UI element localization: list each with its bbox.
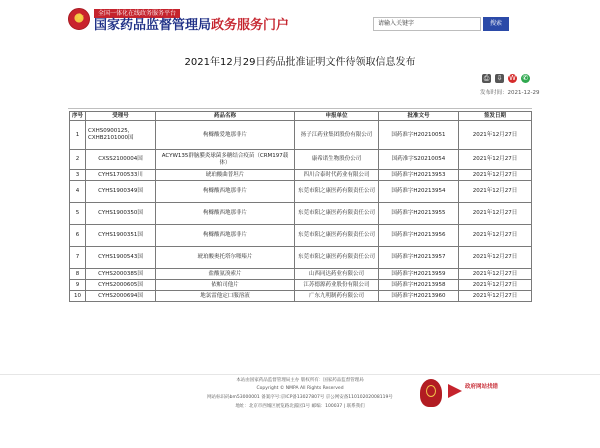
cell-applicant: 康希诺生物股份公司 — [295, 150, 379, 170]
cell-acceptance-no: CYHS2000605国 — [86, 280, 156, 291]
site-header — [0, 0, 600, 38]
cell-index: 10 — [70, 291, 86, 302]
cell-drug-name: 枸橼酸西地那非片 — [156, 203, 295, 225]
publish-date: 发布时间：2021-12-29 — [480, 90, 540, 96]
cell-index: 7 — [70, 247, 86, 269]
cell-applicant: 山西同达药业有限公司 — [295, 269, 379, 280]
cell-applicant: 东莞市阳之康医药有限责任公司 — [295, 181, 379, 203]
cell-issue-date: 2021年12月27日 — [459, 269, 532, 280]
cell-applicant: 扬子江药业集团股份有限公司 — [295, 121, 379, 150]
cell-applicant: 四川合泰时代药业有限公司 — [295, 170, 379, 181]
site-title-agency: 国家药品监督管理局 — [94, 18, 212, 33]
print-icon[interactable]: ⎙ — [483, 74, 490, 82]
cell-approval-no: 国药准字S20210054 — [379, 150, 459, 170]
cell-issue-date: 2021年12月27日 — [459, 225, 532, 247]
approval-table — [69, 111, 532, 302]
cell-acceptance-no: CYHS1700533川 — [86, 170, 156, 181]
national-emblem-icon — [68, 8, 90, 30]
table-row — [70, 170, 532, 181]
flag-icon — [448, 384, 462, 398]
cell-approval-no: 国药准字H20213955 — [379, 203, 459, 225]
cell-issue-date: 2021年12月27日 — [459, 170, 532, 181]
table-row — [70, 121, 532, 150]
cell-drug-name: 枸橼酸西地那非片 — [156, 181, 295, 203]
weibo-share-icon[interactable]: W — [509, 74, 516, 82]
cell-issue-date: 2021年12月27日 — [459, 280, 532, 291]
table-header-row — [70, 112, 532, 121]
cell-index: 6 — [70, 225, 86, 247]
wechat-share-icon[interactable]: ✆ — [522, 74, 529, 82]
column-header-index: 序号 — [70, 112, 86, 121]
cell-approval-no: 国药准字H20213958 — [379, 280, 459, 291]
cell-acceptance-no: CXHS0900125，CXHB2101000国 — [86, 121, 156, 150]
column-header-acceptance-no: 受理号 — [86, 112, 156, 121]
cell-applicant: 东莞市阳之康医药有限责任公司 — [295, 225, 379, 247]
cell-approval-no: 国药准字H20213957 — [379, 247, 459, 269]
cell-drug-name: ACYW135群脑膜炎球菌多糖结合疫苗（CRM197载体） — [156, 150, 295, 170]
cell-index: 2 — [70, 150, 86, 170]
footer-copyright: Copyright © NMPA All Rights Reserved — [256, 386, 344, 391]
cell-index: 4 — [70, 181, 86, 203]
title-divider — [68, 108, 532, 109]
table-row — [70, 203, 532, 225]
column-header-applicant: 申报单位 — [295, 112, 379, 121]
cell-drug-name: 琥珀酸奥托塔尔哌嗪片 — [156, 247, 295, 269]
site-title-portal: 政务服务门户 — [211, 18, 290, 33]
footer-sponsor: 本站由国家药品监督管理局主办 版权所有：国家药品监督管理局 — [236, 378, 364, 383]
cell-applicant: 东莞市阳之康医药有限责任公司 — [295, 203, 379, 225]
cell-approval-no: 国药准字H20213954 — [379, 181, 459, 203]
cell-drug-name: 盐酸氨溴索片 — [156, 269, 295, 280]
cell-index: 8 — [70, 269, 86, 280]
download-icon[interactable]: ⇩ — [496, 74, 503, 82]
site-title[interactable] — [94, 18, 289, 33]
table-row — [70, 280, 532, 291]
footer-address[interactable]: 地址：北京市西城区展览路北露园1号 邮编：100037 | 联系我们 — [235, 404, 365, 409]
cell-approval-no: 国药准字H20213959 — [379, 269, 459, 280]
cell-applicant: 广东九明制药有限公司 — [295, 291, 379, 302]
cell-index: 1 — [70, 121, 86, 150]
cell-drug-name: 依帕司他片 — [156, 280, 295, 291]
column-header-drug-name: 药品名称 — [156, 112, 295, 121]
platform-subtitle: 全国一体化在线政务服务平台 — [94, 9, 180, 18]
cell-index: 9 — [70, 280, 86, 291]
cell-drug-name: 琥珀酸曲普坦片 — [156, 170, 295, 181]
table-row — [70, 181, 532, 203]
search-input[interactable]: 请输入关键字 — [373, 17, 481, 31]
search-button[interactable]: 搜索 — [483, 17, 509, 31]
share-toolbar — [482, 74, 530, 84]
cell-drug-name: 枸橼酸爱地那非片 — [156, 121, 295, 150]
cell-applicant: 江苏德源药业股份有限公司 — [295, 280, 379, 291]
cell-acceptance-no: CYHS1900350国 — [86, 203, 156, 225]
website-error-report-badge[interactable] — [448, 381, 502, 403]
table-row — [70, 247, 532, 269]
cell-issue-date: 2021年12月27日 — [459, 150, 532, 170]
table-row — [70, 269, 532, 280]
cell-issue-date: 2021年12月27日 — [459, 203, 532, 225]
cell-drug-name: 地氯雷他定口服溶液 — [156, 291, 295, 302]
cell-approval-no: 国药准字H20213953 — [379, 170, 459, 181]
star-icon: ★ — [75, 12, 85, 23]
cell-issue-date: 2021年12月27日 — [459, 181, 532, 203]
page-title: 2021年12月29日药品批准证明文件待领取信息发布 — [184, 57, 416, 68]
cell-approval-no: 国药准字H20210051 — [379, 121, 459, 150]
cell-index: 3 — [70, 170, 86, 181]
cell-issue-date: 2021年12月27日 — [459, 247, 532, 269]
cell-acceptance-no: CYHS1900543国 — [86, 247, 156, 269]
badge-emblem-icon — [426, 385, 436, 397]
table-row — [70, 291, 532, 302]
column-header-approval-no: 批准文号 — [379, 112, 459, 121]
party-government-badge-icon[interactable] — [420, 379, 442, 407]
table-row — [70, 150, 532, 170]
cell-acceptance-no: CYHS1900351国 — [86, 225, 156, 247]
cell-acceptance-no: CYHS2000385国 — [86, 269, 156, 280]
badge-label: 政府网站找错 — [465, 384, 499, 390]
cell-index: 5 — [70, 203, 86, 225]
column-header-issue-date: 签发日期 — [459, 112, 532, 121]
cell-applicant: 东莞市阳之康医药有限责任公司 — [295, 247, 379, 269]
table-row — [70, 225, 532, 247]
cell-acceptance-no: CXSS2100004国 — [86, 150, 156, 170]
cell-drug-name: 枸橼酸西地那非片 — [156, 225, 295, 247]
cell-acceptance-no: CYHS1900349国 — [86, 181, 156, 203]
cell-issue-date: 2021年12月27日 — [459, 291, 532, 302]
cell-approval-no: 国药准字H20213956 — [379, 225, 459, 247]
cell-approval-no: 国药准字H20213960 — [379, 291, 459, 302]
cell-issue-date: 2021年12月27日 — [459, 121, 532, 150]
cell-acceptance-no: CYHS2000694国 — [86, 291, 156, 302]
footer-registration[interactable]: 网站标识码bm53000001 备案序号:京ICP备13027807号 京公网安备11010202008119号 — [207, 395, 393, 400]
